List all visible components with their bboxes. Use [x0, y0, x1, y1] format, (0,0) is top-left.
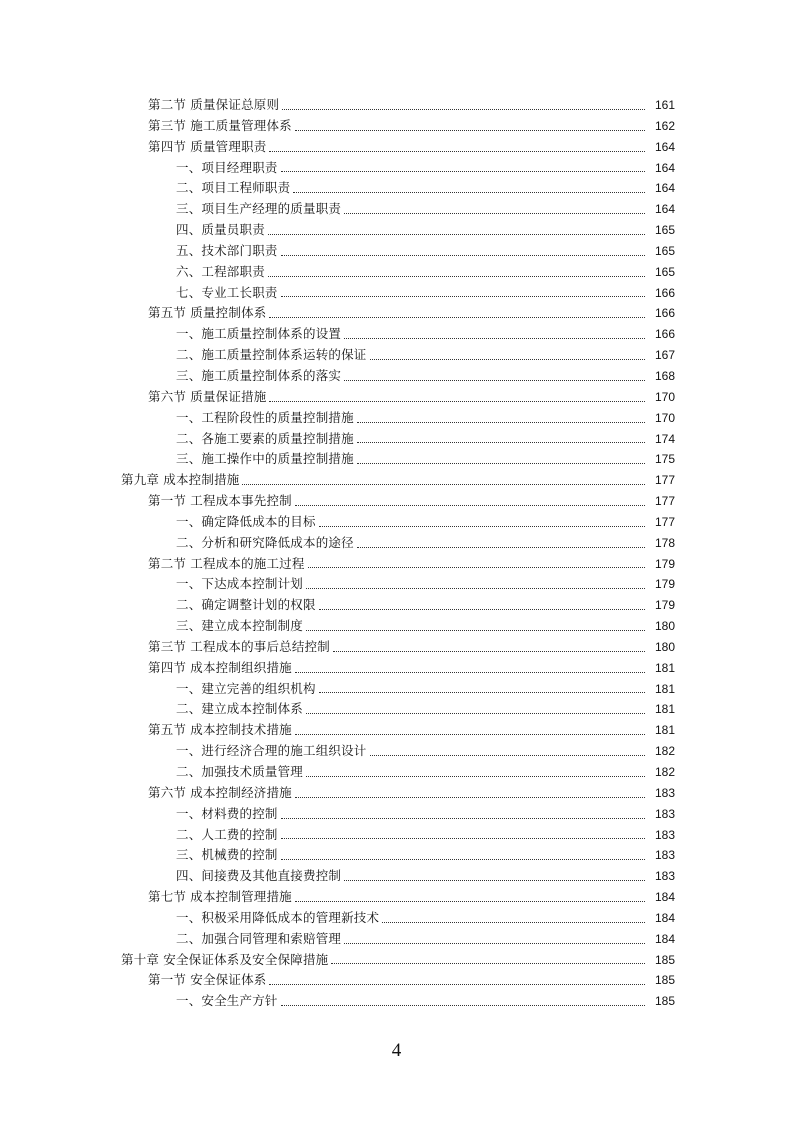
toc-entry-page: 181 — [654, 702, 675, 717]
toc-entry[interactable] — [0, 199, 793, 220]
toc-entry[interactable] — [0, 366, 793, 387]
toc-entry-title: 第一节 安全保证体系 — [148, 972, 267, 988]
toc-entry-page: 179 — [654, 577, 675, 592]
toc-dot-leader — [331, 950, 645, 971]
toc-entry-page: 179 — [654, 598, 675, 613]
toc-entry-title: 一、项目经理职责 — [176, 159, 278, 175]
toc-entry-page: 164 — [654, 139, 675, 154]
toc-entry[interactable] — [0, 679, 793, 700]
toc-dot-leader — [295, 783, 645, 804]
toc-entry[interactable] — [0, 262, 793, 283]
toc-entry[interactable] — [0, 991, 793, 1012]
toc-entry-title: 第七节 成本控制管理措施 — [148, 889, 292, 905]
toc-entry-page: 180 — [654, 619, 675, 634]
toc-entry-title: 一、施工质量控制体系的设置 — [176, 326, 342, 342]
toc-dot-leader — [344, 929, 645, 950]
toc-entry-page: 164 — [654, 160, 675, 175]
toc-dot-leader — [281, 804, 645, 825]
toc-entry-title: 三、机械费的控制 — [176, 847, 278, 863]
toc-entry[interactable] — [0, 825, 793, 846]
page-number: 4 — [391, 1040, 402, 1061]
toc-entry-page: 183 — [654, 827, 675, 842]
toc-entry[interactable] — [0, 178, 793, 199]
toc-entry-title: 第五节 成本控制技术措施 — [148, 722, 292, 738]
toc-dot-leader — [269, 303, 645, 324]
toc-entry-title: 第六节 成本控制经济措施 — [148, 784, 292, 800]
toc-entry-page: 184 — [654, 931, 675, 946]
toc-entry[interactable] — [0, 241, 793, 262]
toc-entry[interactable] — [0, 220, 793, 241]
toc-dot-leader — [281, 241, 645, 262]
toc-entry[interactable] — [0, 345, 793, 366]
toc-entry-page: 184 — [654, 890, 675, 905]
toc-entry[interactable] — [0, 970, 793, 991]
toc-dot-leader — [319, 679, 645, 700]
toc-entry-title: 第二节 质量保证总原则 — [148, 97, 280, 112]
toc-dot-leader — [281, 991, 645, 1012]
toc-entry[interactable] — [0, 116, 793, 137]
toc-dot-leader — [344, 866, 645, 887]
toc-dot-leader — [281, 825, 645, 846]
toc-entry-title: 二、项目工程师职责 — [176, 180, 291, 196]
toc-dot-leader — [319, 595, 645, 616]
toc-entry-title: 二、加强合同管理和索赔管理 — [176, 930, 342, 946]
toc-entry-title: 四、质量员职责 — [176, 222, 265, 238]
toc-entry-page: 170 — [654, 389, 675, 404]
toc-entry-title: 三、施工操作中的质量控制措施 — [176, 451, 354, 467]
toc-entry-title: 一、建立完善的组织机构 — [176, 680, 316, 696]
toc-dot-leader — [357, 449, 645, 470]
toc-entry-page: 164 — [654, 181, 675, 196]
toc-dot-leader — [281, 158, 645, 179]
toc-entry-page: 182 — [654, 744, 675, 759]
toc-entry[interactable] — [0, 950, 793, 971]
toc-entry-page: 170 — [654, 410, 675, 425]
toc-entry-title: 第一节 工程成本事先控制 — [148, 493, 292, 509]
toc-entry-title: 二、人工费的控制 — [176, 826, 278, 842]
toc-entry-page: 168 — [654, 368, 675, 383]
toc-entry-page: 184 — [654, 910, 675, 925]
table-of-contents — [0, 95, 793, 1012]
toc-dot-leader — [295, 887, 645, 908]
toc-entry[interactable] — [0, 533, 793, 554]
toc-entry[interactable] — [0, 449, 793, 470]
toc-dot-leader — [268, 220, 645, 241]
toc-entry-page: 167 — [654, 348, 675, 363]
toc-entry-page: 166 — [654, 285, 675, 300]
toc-entry[interactable] — [0, 95, 793, 116]
toc-entry-page: 181 — [654, 660, 675, 675]
toc-dot-leader — [306, 616, 645, 637]
toc-entry[interactable] — [0, 137, 793, 158]
toc-entry-page: 180 — [654, 639, 675, 654]
toc-entry-page: 161 — [654, 98, 675, 112]
toc-entry-title: 五、技术部门职责 — [176, 242, 278, 258]
toc-entry[interactable] — [0, 845, 793, 866]
toc-entry[interactable] — [0, 387, 793, 408]
toc-entry-title: 第四节 质量管理职责 — [148, 138, 267, 154]
toc-entry-title: 第九章 成本控制措施 — [121, 472, 240, 488]
toc-entry-title: 二、建立成本控制体系 — [176, 701, 304, 717]
toc-entry-title: 一、进行经济合理的施工组织设计 — [176, 743, 367, 759]
toc-dot-leader — [306, 699, 645, 720]
toc-entry-page: 183 — [654, 848, 675, 863]
toc-dot-leader — [370, 741, 645, 762]
toc-dot-leader — [295, 491, 645, 512]
toc-entry-page: 185 — [654, 994, 675, 1009]
toc-entry[interactable] — [0, 908, 793, 929]
toc-entry-title: 第四节 成本控制组织措施 — [148, 659, 292, 675]
toc-entry[interactable] — [0, 929, 793, 950]
toc-entry[interactable] — [0, 741, 793, 762]
toc-dot-leader — [269, 970, 645, 991]
toc-entry[interactable] — [0, 762, 793, 783]
toc-entry-page: 181 — [654, 723, 675, 738]
toc-entry[interactable] — [0, 283, 793, 304]
toc-entry-page: 165 — [654, 243, 675, 258]
toc-entry-page: 165 — [654, 264, 675, 279]
toc-entry-title: 二、加强技术质量管理 — [176, 764, 304, 779]
toc-entry-title: 二、分析和研究降低成本的途径 — [176, 534, 354, 550]
toc-dot-leader — [306, 574, 645, 595]
toc-entry-title: 第六节 质量保证措施 — [148, 388, 267, 404]
toc-entry[interactable] — [0, 554, 793, 575]
toc-entry[interactable] — [0, 887, 793, 908]
toc-entry[interactable] — [0, 804, 793, 825]
toc-entry[interactable] — [0, 470, 793, 491]
toc-dot-leader — [308, 554, 645, 575]
toc-dot-leader — [319, 512, 645, 533]
toc-entry-page: 174 — [654, 431, 675, 446]
toc-entry[interactable] — [0, 408, 793, 429]
toc-entry[interactable] — [0, 783, 793, 804]
toc-entry-page: 185 — [654, 973, 675, 988]
toc-dot-leader — [333, 637, 645, 658]
toc-dot-leader — [344, 366, 645, 387]
toc-entry-title: 一、工程阶段性的质量控制措施 — [176, 409, 354, 425]
toc-entry-page: 166 — [654, 306, 675, 321]
toc-entry-page: 182 — [654, 765, 675, 779]
toc-entry-title: 三、项目生产经理的质量职责 — [176, 201, 342, 217]
toc-entry-page: 183 — [654, 806, 675, 821]
toc-dot-leader — [281, 845, 645, 866]
toc-dot-leader — [357, 429, 645, 450]
toc-dot-leader — [268, 262, 645, 283]
toc-entry-title: 二、确定调整计划的权限 — [176, 597, 316, 613]
toc-dot-leader — [269, 387, 645, 408]
toc-entry-page: 175 — [654, 452, 675, 467]
toc-dot-leader — [306, 762, 645, 783]
toc-entry[interactable] — [0, 324, 793, 345]
toc-entry-title: 四、间接费及其他直接费控制 — [176, 868, 342, 884]
toc-entry[interactable] — [0, 637, 793, 658]
toc-entry[interactable] — [0, 303, 793, 324]
toc-dot-leader — [357, 408, 645, 429]
toc-dot-leader — [344, 199, 645, 220]
toc-entry-page: 177 — [654, 494, 675, 509]
toc-entry[interactable] — [0, 616, 793, 637]
toc-entry[interactable] — [0, 658, 793, 679]
toc-dot-leader — [293, 178, 645, 199]
toc-dot-leader — [282, 95, 645, 116]
toc-entry[interactable] — [0, 595, 793, 616]
toc-entry-title: 三、施工质量控制体系的落实 — [176, 367, 342, 383]
toc-entry-title: 一、积极采用降低成本的管理新技术 — [176, 909, 380, 925]
toc-dot-leader — [281, 283, 645, 304]
toc-entry-title: 二、施工质量控制体系运转的保证 — [176, 347, 367, 363]
toc-entry[interactable] — [0, 491, 793, 512]
toc-entry-title: 三、建立成本控制制度 — [176, 618, 304, 634]
toc-entry-title: 第三节 工程成本的事后总结控制 — [148, 638, 330, 654]
toc-entry-page: 164 — [654, 202, 675, 217]
toc-entry-title: 一、下达成本控制计划 — [176, 576, 304, 592]
toc-dot-leader — [370, 345, 645, 366]
toc-entry-title: 第十章 安全保证体系及安全保障措施 — [121, 951, 329, 967]
toc-entry-page: 181 — [654, 681, 675, 696]
toc-entry[interactable] — [0, 158, 793, 179]
toc-entry-title: 第五节 质量控制体系 — [148, 305, 267, 321]
toc-entry-page: 177 — [654, 514, 675, 529]
toc-dot-leader — [344, 324, 645, 345]
toc-entry[interactable] — [0, 574, 793, 595]
toc-entry-title: 二、各施工要素的质量控制措施 — [176, 430, 354, 446]
toc-dot-leader — [295, 116, 645, 137]
toc-dot-leader — [242, 470, 645, 491]
toc-entry-page: 165 — [654, 223, 675, 238]
toc-dot-leader — [295, 720, 645, 741]
toc-entry[interactable] — [0, 512, 793, 533]
toc-entry-page: 162 — [654, 118, 675, 133]
toc-dot-leader — [357, 533, 645, 554]
toc-entry-page: 179 — [654, 556, 675, 571]
toc-dot-leader — [382, 908, 645, 929]
toc-entry[interactable] — [0, 429, 793, 450]
toc-entry-page: 183 — [654, 869, 675, 884]
toc-entry-title: 一、材料费的控制 — [176, 805, 278, 821]
toc-entry-title: 第三节 施工质量管理体系 — [148, 117, 292, 133]
toc-entry-title: 一、确定降低成本的目标 — [176, 513, 316, 529]
toc-entry-page: 177 — [654, 473, 675, 488]
toc-entry[interactable] — [0, 866, 793, 887]
toc-dot-leader — [295, 658, 645, 679]
toc-entry-title: 一、安全生产方针 — [176, 993, 278, 1009]
toc-entry-page: 178 — [654, 535, 675, 550]
toc-entry[interactable] — [0, 699, 793, 720]
toc-entry-page: 183 — [654, 785, 675, 800]
toc-entry[interactable] — [0, 720, 793, 741]
toc-entry-page: 185 — [654, 952, 675, 967]
toc-dot-leader — [269, 137, 645, 158]
toc-entry-title: 六、工程部职责 — [176, 263, 265, 279]
toc-entry-title: 第二节 工程成本的施工过程 — [148, 555, 305, 571]
toc-entry-page: 166 — [654, 327, 675, 342]
toc-entry-title: 七、专业工长职责 — [176, 284, 278, 300]
